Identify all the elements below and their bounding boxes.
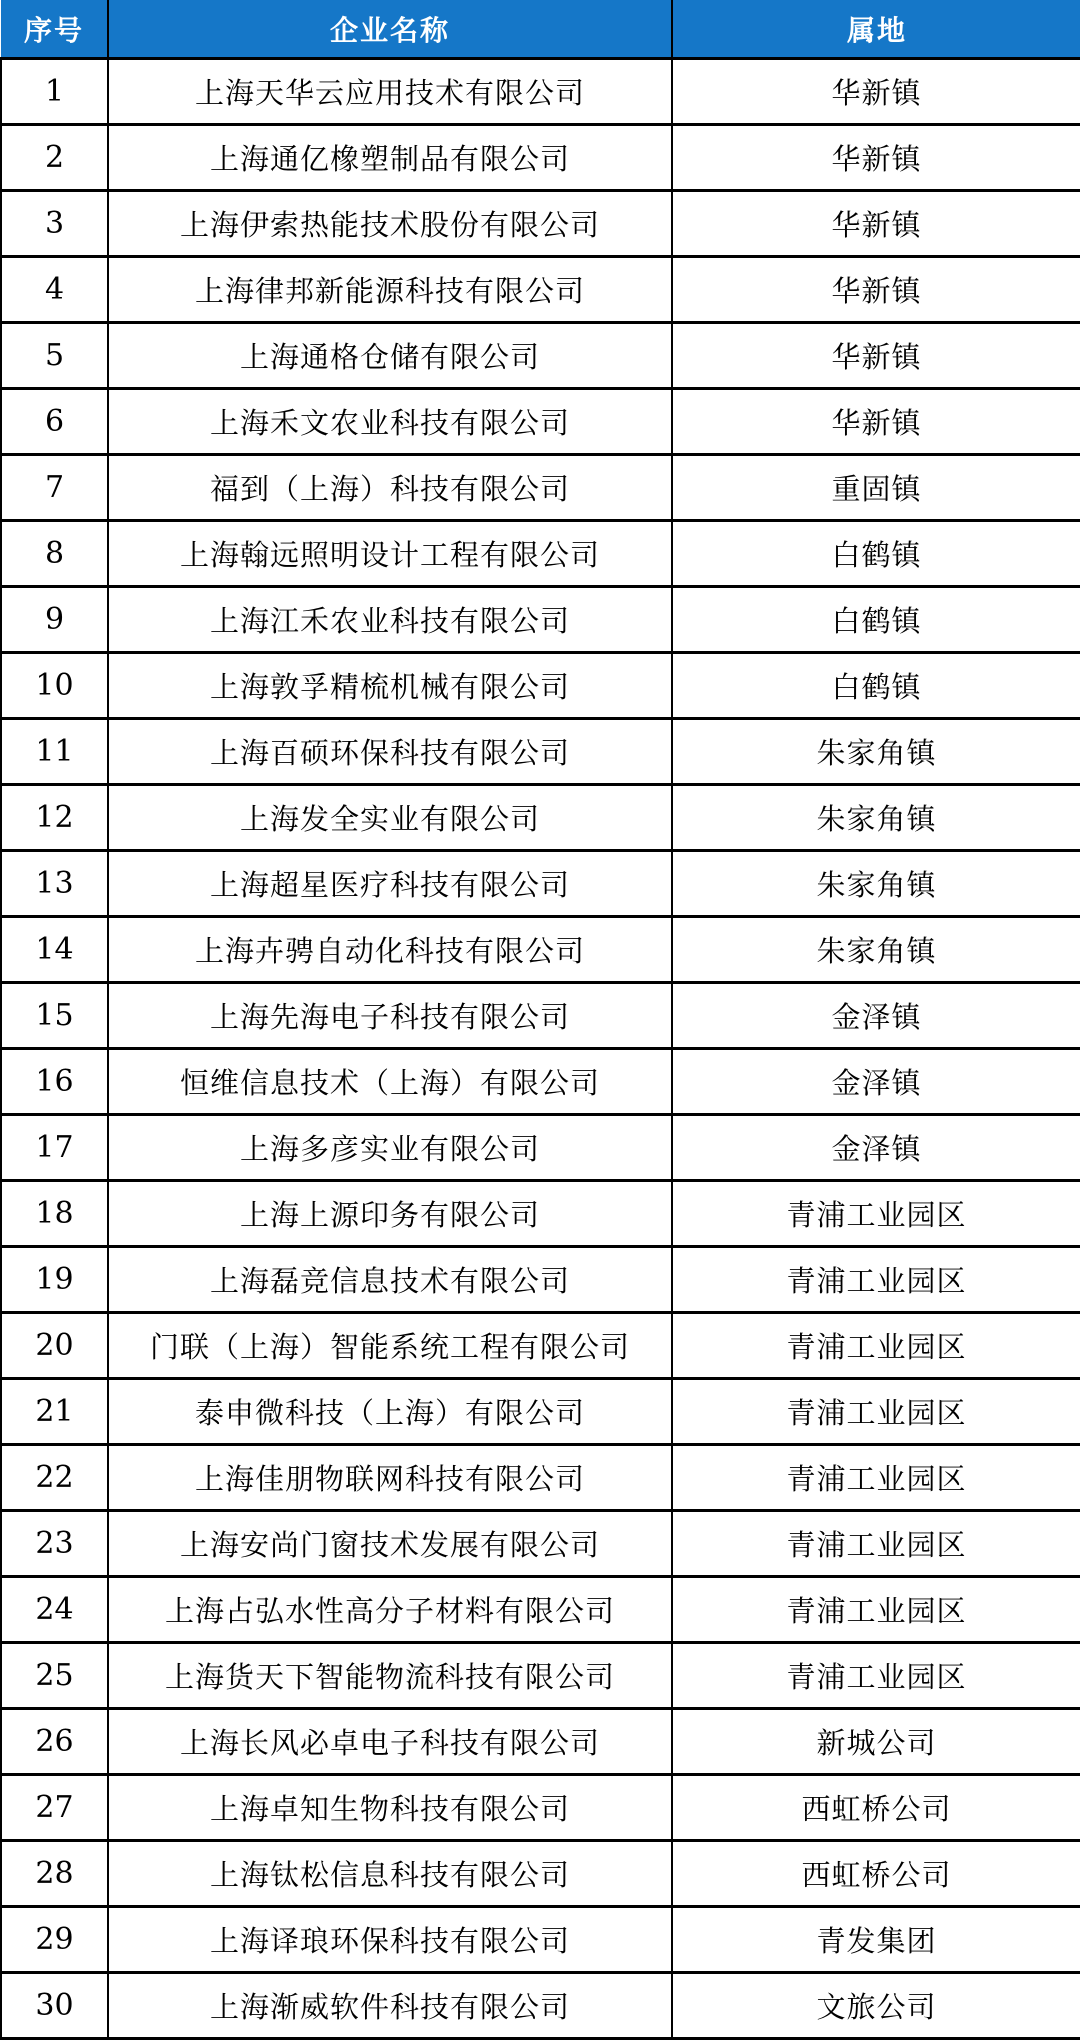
table-row	[1, 719, 1080, 785]
cell-index: 8	[1, 521, 108, 587]
table-row	[1, 1775, 1080, 1841]
cell-location: 青浦工业园区	[672, 1445, 1080, 1511]
cell-location: 白鹤镇	[672, 653, 1080, 719]
cell-location: 青浦工业园区	[672, 1511, 1080, 1577]
cell-index: 16	[1, 1049, 108, 1115]
table-header	[1, 0, 1080, 59]
table-row	[1, 1115, 1080, 1181]
cell-index: 27	[1, 1775, 108, 1841]
cell-name: 上海天华云应用技术有限公司	[108, 59, 672, 125]
cell-name: 上海渐威软件科技有限公司	[108, 1973, 672, 2039]
cell-index: 24	[1, 1577, 108, 1643]
cell-name: 上海货天下智能物流科技有限公司	[108, 1643, 672, 1709]
cell-name: 上海百硕环保科技有限公司	[108, 719, 672, 785]
cell-location: 华新镇	[672, 59, 1080, 125]
cell-location: 华新镇	[672, 191, 1080, 257]
cell-name: 上海先海电子科技有限公司	[108, 983, 672, 1049]
cell-index: 25	[1, 1643, 108, 1709]
cell-location: 重固镇	[672, 455, 1080, 521]
cell-name: 上海江禾农业科技有限公司	[108, 587, 672, 653]
cell-location: 白鹤镇	[672, 521, 1080, 587]
header-cell-index: 序号	[1, 0, 108, 59]
cell-index: 12	[1, 785, 108, 851]
cell-name: 上海超星医疗科技有限公司	[108, 851, 672, 917]
table-row	[1, 983, 1080, 1049]
cell-name: 上海翰远照明设计工程有限公司	[108, 521, 672, 587]
header-cell-location: 属地	[672, 0, 1080, 59]
table-row	[1, 1709, 1080, 1775]
cell-name: 恒维信息技术（上海）有限公司	[108, 1049, 672, 1115]
table-row	[1, 1247, 1080, 1313]
cell-location: 朱家角镇	[672, 851, 1080, 917]
cell-name: 上海卓知生物科技有限公司	[108, 1775, 672, 1841]
cell-location: 青浦工业园区	[672, 1247, 1080, 1313]
cell-location: 青浦工业园区	[672, 1643, 1080, 1709]
cell-location: 金泽镇	[672, 983, 1080, 1049]
table-row	[1, 455, 1080, 521]
cell-index: 18	[1, 1181, 108, 1247]
cell-name: 上海安尚门窗技术发展有限公司	[108, 1511, 672, 1577]
cell-location: 西虹桥公司	[672, 1775, 1080, 1841]
cell-location: 青发集团	[672, 1907, 1080, 1973]
cell-index: 29	[1, 1907, 108, 1973]
cell-location: 金泽镇	[672, 1049, 1080, 1115]
cell-index: 19	[1, 1247, 108, 1313]
table-row	[1, 1841, 1080, 1907]
cell-location: 白鹤镇	[672, 587, 1080, 653]
table-row	[1, 323, 1080, 389]
cell-location: 朱家角镇	[672, 719, 1080, 785]
table-row	[1, 389, 1080, 455]
cell-location: 西虹桥公司	[672, 1841, 1080, 1907]
cell-index: 5	[1, 323, 108, 389]
cell-location: 华新镇	[672, 389, 1080, 455]
cell-index: 21	[1, 1379, 108, 1445]
table-row	[1, 1907, 1080, 1973]
cell-index: 20	[1, 1313, 108, 1379]
cell-index: 4	[1, 257, 108, 323]
cell-location: 青浦工业园区	[672, 1181, 1080, 1247]
cell-name: 上海发全实业有限公司	[108, 785, 672, 851]
cell-name: 上海占弘水性高分子材料有限公司	[108, 1577, 672, 1643]
table-row	[1, 1511, 1080, 1577]
cell-index: 1	[1, 59, 108, 125]
cell-index: 14	[1, 917, 108, 983]
table-row	[1, 191, 1080, 257]
table-row	[1, 257, 1080, 323]
table-row	[1, 521, 1080, 587]
cell-index: 2	[1, 125, 108, 191]
cell-index: 28	[1, 1841, 108, 1907]
cell-location: 华新镇	[672, 257, 1080, 323]
table-row	[1, 1379, 1080, 1445]
table-row	[1, 1973, 1080, 2039]
table-row	[1, 851, 1080, 917]
table-row	[1, 785, 1080, 851]
cell-name: 上海敦孚精梳机械有限公司	[108, 653, 672, 719]
cell-index: 7	[1, 455, 108, 521]
table-row	[1, 917, 1080, 983]
cell-index: 17	[1, 1115, 108, 1181]
cell-index: 9	[1, 587, 108, 653]
cell-name: 上海通格仓储有限公司	[108, 323, 672, 389]
cell-location: 文旅公司	[672, 1973, 1080, 2039]
cell-name: 上海译琅环保科技有限公司	[108, 1907, 672, 1973]
table-row	[1, 1577, 1080, 1643]
cell-name: 上海钛松信息科技有限公司	[108, 1841, 672, 1907]
cell-location: 朱家角镇	[672, 917, 1080, 983]
cell-name: 上海上源印务有限公司	[108, 1181, 672, 1247]
cell-index: 6	[1, 389, 108, 455]
cell-name: 上海佳朋物联网科技有限公司	[108, 1445, 672, 1511]
cell-name: 泰申微科技（上海）有限公司	[108, 1379, 672, 1445]
table-row	[1, 1445, 1080, 1511]
cell-name: 福到（上海）科技有限公司	[108, 455, 672, 521]
cell-name: 门联（上海）智能系统工程有限公司	[108, 1313, 672, 1379]
cell-index: 26	[1, 1709, 108, 1775]
cell-location: 朱家角镇	[672, 785, 1080, 851]
cell-index: 10	[1, 653, 108, 719]
table-row	[1, 653, 1080, 719]
table-row	[1, 1049, 1080, 1115]
cell-name: 上海卉骋自动化科技有限公司	[108, 917, 672, 983]
table-body	[1, 59, 1080, 2039]
cell-index: 30	[1, 1973, 108, 2039]
cell-location: 新城公司	[672, 1709, 1080, 1775]
table-row	[1, 1181, 1080, 1247]
cell-name: 上海长风必卓电子科技有限公司	[108, 1709, 672, 1775]
cell-location: 金泽镇	[672, 1115, 1080, 1181]
table-row	[1, 1643, 1080, 1709]
cell-location: 华新镇	[672, 125, 1080, 191]
cell-location: 青浦工业园区	[672, 1313, 1080, 1379]
cell-name: 上海律邦新能源科技有限公司	[108, 257, 672, 323]
cell-name: 上海禾文农业科技有限公司	[108, 389, 672, 455]
cell-location: 华新镇	[672, 323, 1080, 389]
cell-index: 22	[1, 1445, 108, 1511]
header-row	[1, 0, 1080, 59]
table-row	[1, 1313, 1080, 1379]
cell-index: 15	[1, 983, 108, 1049]
cell-index: 11	[1, 719, 108, 785]
cell-location: 青浦工业园区	[672, 1577, 1080, 1643]
cell-name: 上海通亿橡塑制品有限公司	[108, 125, 672, 191]
cell-index: 3	[1, 191, 108, 257]
table-row	[1, 125, 1080, 191]
header-cell-name: 企业名称	[108, 0, 672, 59]
cell-name: 上海磊竞信息技术有限公司	[108, 1247, 672, 1313]
cell-location: 青浦工业园区	[672, 1379, 1080, 1445]
cell-index: 13	[1, 851, 108, 917]
cell-index: 23	[1, 1511, 108, 1577]
cell-name: 上海多彦实业有限公司	[108, 1115, 672, 1181]
table-row	[1, 59, 1080, 125]
table-row	[1, 587, 1080, 653]
cell-name: 上海伊索热能技术股份有限公司	[108, 191, 672, 257]
